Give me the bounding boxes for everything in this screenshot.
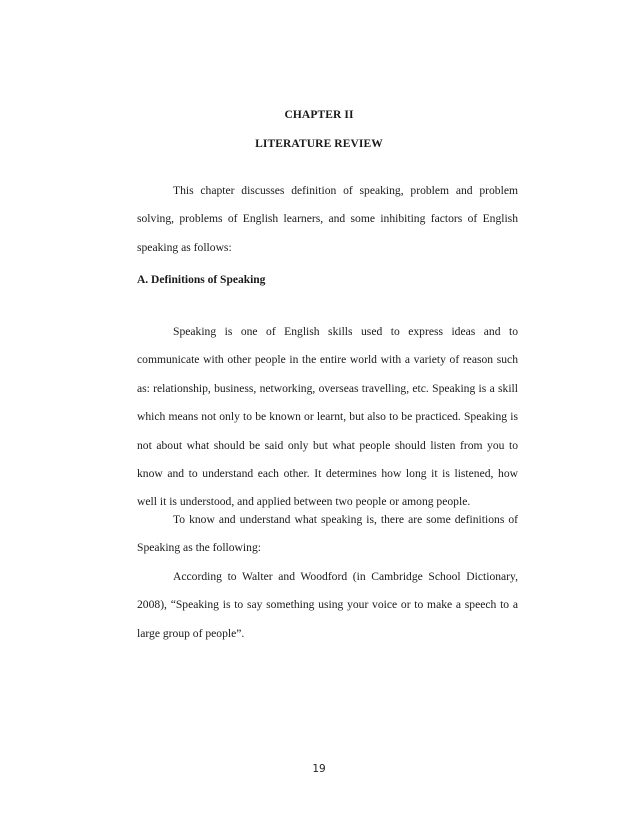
- chapter-title: LITERATURE REVIEW: [255, 138, 383, 150]
- body-paragraph: Speaking is one of English skills used to express ideas and to communicate with other people in the entire world with a variety of reason such as: relationship, business, networking, overseas travelling, etc. Speaking is a skill which means not only to be known or learnt, but also to be practiced. Speaking is not about what should be said only but what people should listen from you to know and to understand each other. It determines how long it is listened, how well it is understood, and applied between two people or among people.: [137, 325, 518, 509]
- body-paragraph: To know and understand what speaking is, there are some definitions of Speaking as the following:: [137, 513, 518, 555]
- intro-paragraph: This chapter discusses definition of speaking, problem and problem solving, problems of English learners, and some inhibiting factors of English speaking as follows:: [137, 184, 518, 254]
- chapter-heading: CHAPTER II: [284, 109, 354, 121]
- page-number: 19: [312, 763, 326, 775]
- body-paragraph: According to Walter and Woodford (in Cambridge School Dictionary, 2008), “Speaking is to say something using your voice or to make a speech to a large group of people”.: [137, 570, 518, 640]
- section-heading: A. Definitions of Speaking: [137, 274, 266, 286]
